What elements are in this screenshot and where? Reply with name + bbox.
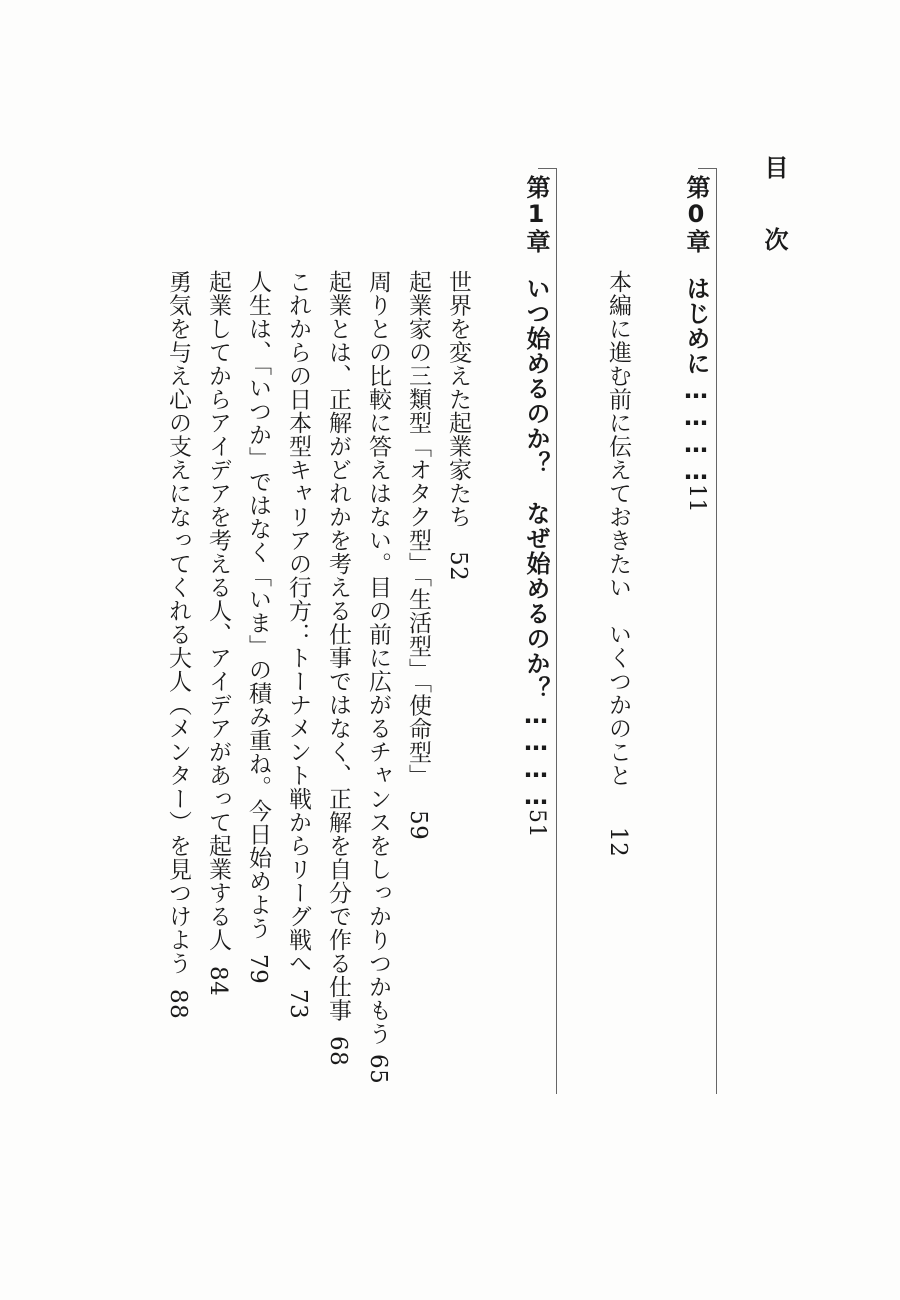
chapter-1-rule bbox=[556, 168, 557, 1094]
section-title: 周りとの比較に答えはない。目の前に広がるチャンスをしっかりつかもう bbox=[365, 270, 391, 1046]
chapter-1-leader: ………… bbox=[522, 701, 550, 809]
chapter-1-section-7[interactable] bbox=[206, 270, 229, 996]
section-title: 勇気を与え心の支えになってくれる大人（メンター）を見つけよう bbox=[165, 270, 191, 975]
section-title: 人生は、「いつか」ではなく「いま」の積み重ね。今日始めよう bbox=[245, 270, 271, 940]
chapter-1-section-3[interactable] bbox=[366, 270, 389, 1084]
section-page: 68 bbox=[325, 1036, 351, 1067]
section-title: これからの日本型キャリアの行方：トーナメント戦からリーグ戦へ bbox=[285, 270, 311, 975]
chapter-1-section-5[interactable] bbox=[286, 270, 309, 1019]
section-page: 73 bbox=[285, 989, 311, 1020]
section-page: 79 bbox=[245, 954, 271, 985]
chapter-0-section-1[interactable] bbox=[606, 270, 629, 857]
chapter-0-title: はじめに bbox=[682, 276, 710, 376]
section-page: 65 bbox=[365, 1053, 391, 1084]
chapter-0-rule-tick bbox=[698, 168, 716, 169]
section-title: 本編に進む前に伝えておきたい いくつかのこと bbox=[605, 270, 631, 787]
section-title: 起業してからアイデアを考える人、アイデアがあって起業する人 bbox=[205, 270, 231, 952]
section-page: 84 bbox=[205, 965, 231, 996]
section-page: 12 bbox=[605, 827, 631, 858]
chapter-1-title: いつ始めるのか？ なぜ始めるのか？ bbox=[522, 276, 550, 701]
chapter-0-heading[interactable] bbox=[684, 175, 708, 513]
section-title: 起業家の三類型「オタク型」「生活型」「使命型」 bbox=[405, 270, 431, 788]
chapter-0-leader: ………… bbox=[682, 376, 710, 484]
chapter-1-heading[interactable] bbox=[524, 175, 548, 838]
section-page: 52 bbox=[445, 550, 471, 581]
page-title bbox=[762, 155, 786, 263]
chapter-1-section-4[interactable] bbox=[326, 270, 349, 1066]
page-title-text: 目 次 bbox=[760, 155, 788, 263]
chapter-0-page: 11 bbox=[684, 484, 709, 513]
chapter-1-label: 第1章 bbox=[522, 175, 550, 254]
chapter-0-label: 第0章 bbox=[682, 175, 710, 254]
chapter-0-rule bbox=[716, 168, 717, 1094]
chapter-1-section-6[interactable] bbox=[246, 270, 269, 984]
chapter-1-rule-tick bbox=[538, 168, 556, 169]
section-title: 起業とは、正解がどれかを考える仕事ではなく、正解を自分で作る仕事 bbox=[325, 270, 351, 1022]
section-title: 世界を変えた起業家たち bbox=[445, 270, 471, 529]
section-page: 59 bbox=[405, 809, 431, 840]
chapter-1-section-1[interactable] bbox=[446, 270, 469, 581]
chapter-1-section-2[interactable] bbox=[406, 270, 429, 840]
chapter-1-section-8[interactable] bbox=[166, 270, 189, 1019]
chapter-1-page: 51 bbox=[524, 809, 549, 838]
section-page: 88 bbox=[165, 989, 191, 1020]
